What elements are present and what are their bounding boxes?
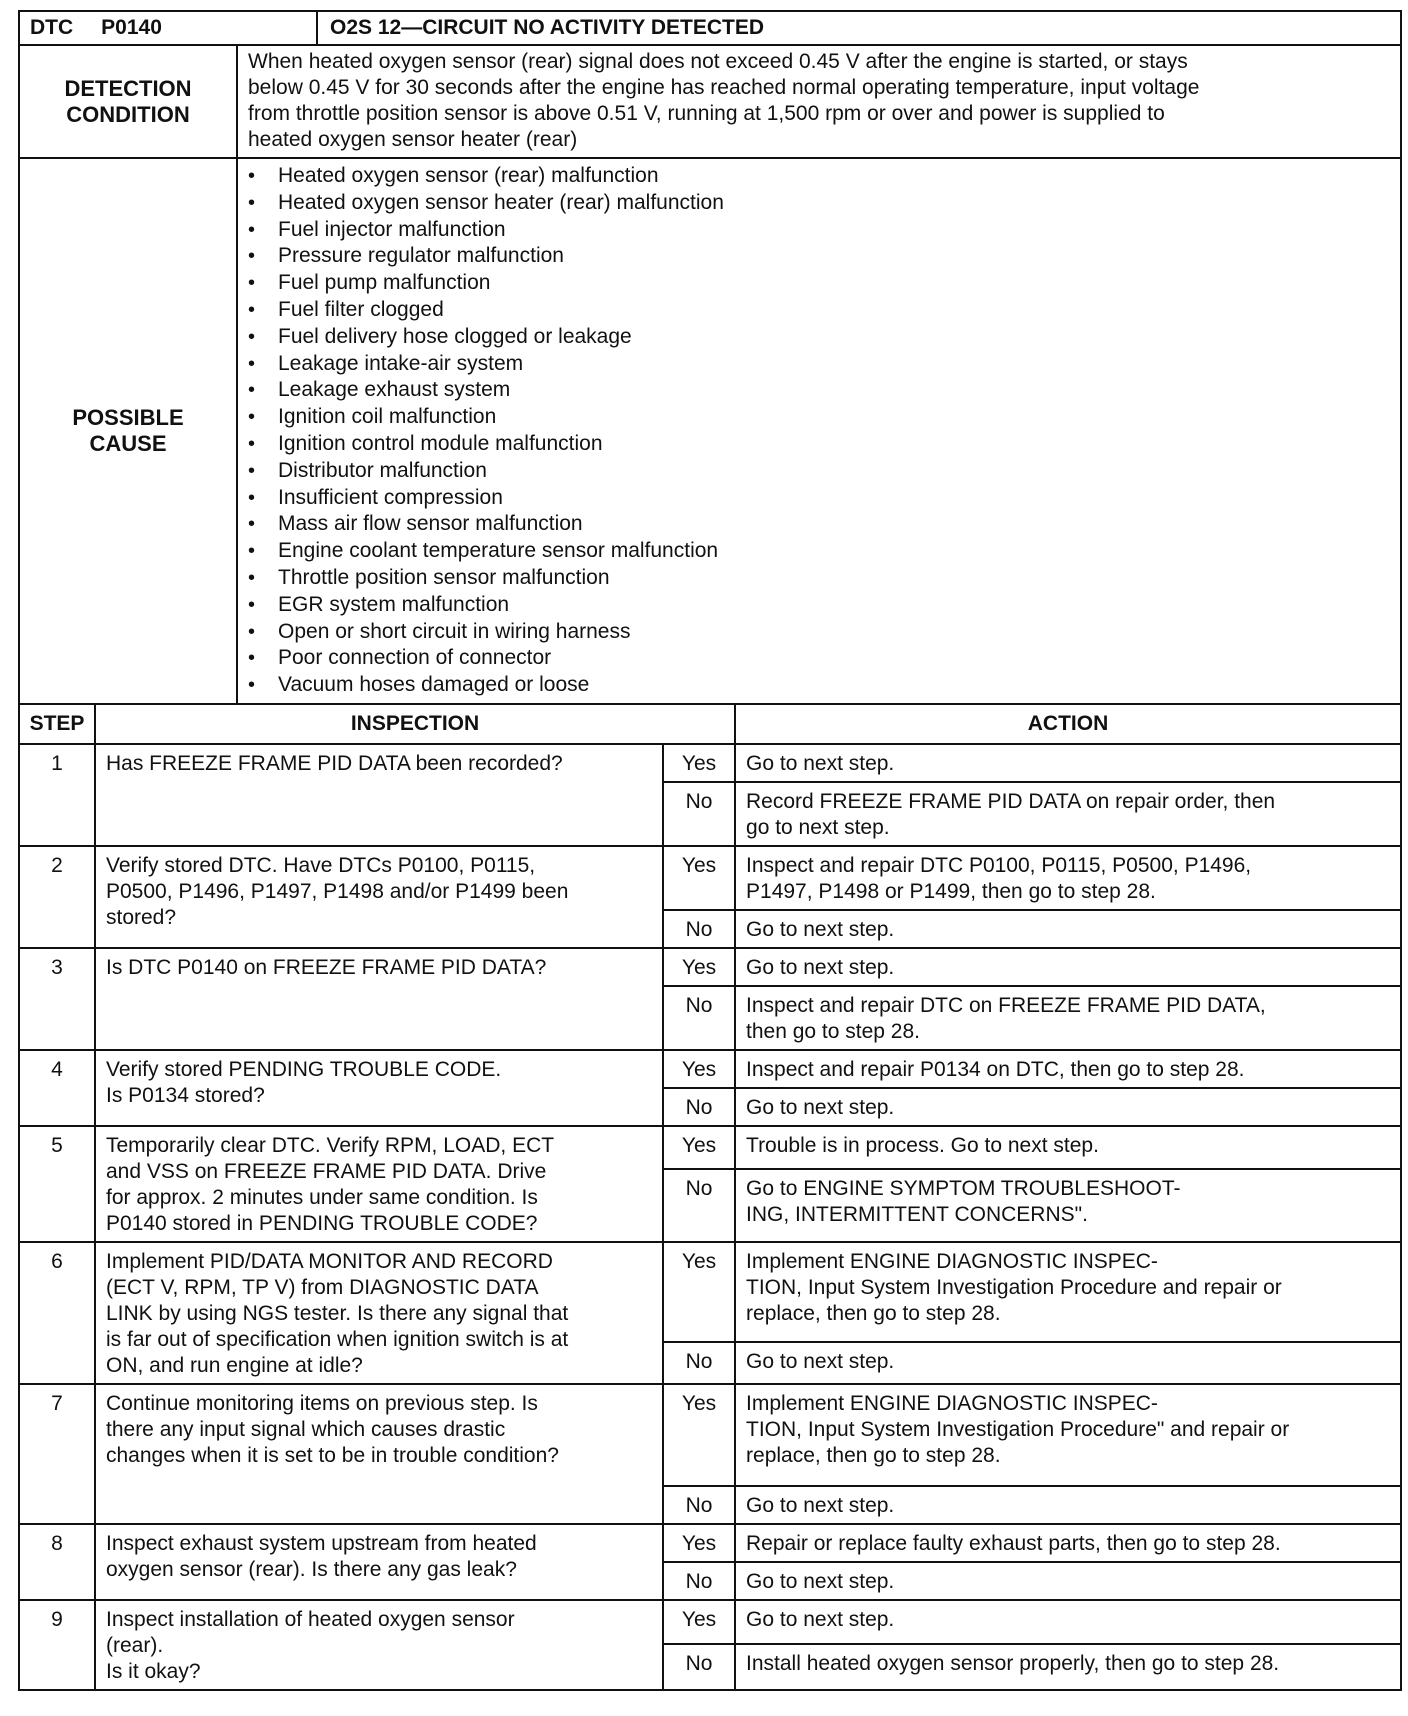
text-line: Inspect and repair DTC on FREEZE FRAME PID DATA, — [746, 993, 1266, 1017]
yes-action — [735, 744, 1401, 782]
step-row — [19, 1524, 1401, 1562]
step-row — [19, 948, 1401, 986]
yes-label: Yes — [663, 1050, 735, 1088]
detection-condition-row — [19, 45, 1401, 158]
step-inspection — [95, 948, 663, 1050]
text-line: Record FREEZE FRAME PID DATA on repair order, then — [746, 789, 1276, 813]
possible-cause-item: • Fuel pump malfunction — [248, 270, 1392, 297]
text-line: TION, Input System Investigation Procedure and repair or — [746, 1275, 1282, 1299]
no-label: No — [663, 1562, 735, 1600]
step-row — [19, 1242, 1401, 1342]
no-action — [735, 910, 1401, 948]
no-action — [735, 986, 1401, 1050]
text-line: TION, Input System Investigation Procedure" and repair or — [746, 1417, 1290, 1441]
possible-cause-item: • Throttle position sensor malfunction — [248, 565, 1392, 592]
possible-cause-row — [19, 158, 1401, 704]
text-line: Continue monitoring items on previous step. Is — [106, 1391, 538, 1415]
no-label: No — [663, 1169, 735, 1242]
text-line: Go to next step. — [746, 1095, 895, 1119]
text-line: P0500, P1496, P1497, P1498 and/or P1499 been — [106, 879, 569, 903]
step-inspection — [95, 1126, 663, 1242]
text-line: Inspect installation of heated oxygen sensor — [106, 1607, 515, 1631]
yes-action — [735, 1050, 1401, 1088]
no-label: No — [663, 1088, 735, 1126]
step-row — [19, 1600, 1401, 1644]
no-label: No — [663, 1486, 735, 1524]
text-line: Inspect and repair DTC P0100, P0115, P0500, P1496, — [746, 853, 1252, 877]
no-action — [735, 1169, 1401, 1242]
no-label: No — [663, 782, 735, 846]
step-column-header: STEP — [19, 704, 95, 744]
text-line: there any input signal which causes drastic — [106, 1417, 506, 1441]
text-line: Verify stored PENDING TROUBLE CODE. — [106, 1057, 502, 1081]
dtc-header-row — [19, 11, 1401, 45]
diagnostic-document — [18, 10, 1402, 1691]
possible-cause-item: • Heated oxygen sensor heater (rear) malfunction — [248, 190, 1392, 217]
text-line: Go to next step. — [746, 1493, 895, 1517]
text-line: (ECT V, RPM, TP V) from DIAGNOSTIC DATA — [106, 1275, 539, 1299]
steps-header-row — [19, 704, 1401, 744]
text-line: ON, and run engine at idle? — [106, 1353, 363, 1377]
possible-cause-item: • Leakage exhaust system — [248, 377, 1392, 404]
text-line: Install heated oxygen sensor properly, then go to step 28. — [746, 1651, 1280, 1675]
text-line: P0140 stored in PENDING TROUBLE CODE? — [106, 1211, 538, 1235]
step-inspection — [95, 744, 663, 846]
no-label: No — [663, 1644, 735, 1690]
no-action — [735, 1342, 1401, 1384]
text-line: oxygen sensor (rear). Is there any gas leak? — [106, 1557, 517, 1581]
possible-cause-item: • Poor connection of connector — [248, 645, 1392, 672]
step-number: 9 — [19, 1600, 95, 1690]
text-line: Go to ENGINE SYMPTOM TROUBLESHOOT- — [746, 1177, 1181, 1201]
text-line: Repair or replace faulty exhaust parts, then go to step 28. — [746, 1531, 1281, 1555]
step-inspection — [95, 1384, 663, 1524]
no-action — [735, 1562, 1401, 1600]
possible-cause-label: POSSIBLE CAUSE — [19, 158, 237, 704]
no-label: No — [663, 986, 735, 1050]
step-row — [19, 846, 1401, 910]
text-line: Inspect and repair P0134 on DTC, then go to step 28. — [746, 1057, 1245, 1081]
step-number: 7 — [19, 1384, 95, 1524]
text-line: Go to next step. — [746, 1569, 895, 1593]
dtc-code: P0140 — [101, 16, 162, 39]
text-line: Go to next step. — [746, 1350, 895, 1374]
step-row — [19, 1126, 1401, 1169]
possible-cause-item: • Ignition control module malfunction — [248, 431, 1392, 458]
yes-action — [735, 1126, 1401, 1169]
text-line: go to next step. — [746, 815, 890, 839]
text-line: Go to next step. — [746, 1607, 895, 1631]
possible-cause-item: • Fuel filter clogged — [248, 297, 1392, 324]
text-line: Is DTC P0140 on FREEZE FRAME PID DATA? — [106, 955, 547, 979]
yes-label: Yes — [663, 1242, 735, 1342]
step-row — [19, 1384, 1401, 1486]
text-line: then go to step 28. — [746, 1019, 920, 1043]
step-inspection — [95, 846, 663, 948]
step-inspection — [95, 1600, 663, 1690]
troubleshooting-steps-table — [18, 703, 1402, 1691]
step-number: 8 — [19, 1524, 95, 1600]
possible-cause-item: • Leakage intake-air system — [248, 351, 1392, 378]
step-row — [19, 744, 1401, 782]
text-line: is far out of specification when ignition switch is at — [106, 1327, 569, 1351]
text-line: Go to next step. — [746, 955, 895, 979]
text-line: Implement PID/DATA MONITOR AND RECORD — [106, 1249, 553, 1273]
no-action — [735, 1644, 1401, 1690]
possible-cause-item: • Pressure regulator malfunction — [248, 243, 1392, 270]
yes-action — [735, 846, 1401, 910]
text-line: Go to next step. — [746, 917, 895, 941]
no-action — [735, 1486, 1401, 1524]
text-line: from throttle position sensor is above 0.51 V, running at 1,500 rpm or over and power is supplied to — [248, 102, 1165, 125]
step-inspection — [95, 1524, 663, 1600]
possible-cause-item: • Insufficient compression — [248, 485, 1392, 512]
yes-action — [735, 1242, 1401, 1342]
text-line: heated oxygen sensor heater (rear) — [248, 128, 578, 151]
yes-action — [735, 1384, 1401, 1486]
detection-condition-text — [237, 45, 1401, 158]
possible-cause-item: • Ignition coil malfunction — [248, 404, 1392, 431]
text-line: LINK by using NGS tester. Is there any signal that — [106, 1301, 569, 1325]
text-line: Go to next step. — [746, 751, 895, 775]
possible-cause-item: • Distributor malfunction — [248, 458, 1392, 485]
dtc-code-cell — [19, 11, 317, 45]
text-line: below 0.45 V for 30 seconds after the engine has reached normal operating temperature, input voltage — [248, 76, 1200, 99]
text-line: for approx. 2 minutes under same condition. Is — [106, 1185, 538, 1209]
text-line: changes when it is set to be in trouble condition? — [106, 1443, 559, 1467]
possible-cause-item: • Engine coolant temperature sensor malfunction — [248, 538, 1392, 565]
text-line: Has FREEZE FRAME PID DATA been recorded? — [106, 751, 563, 775]
text-line: replace, then go to step 28. — [746, 1301, 1001, 1325]
yes-action — [735, 1600, 1401, 1644]
text-line: P1497, P1498 or P1499, then go to step 28. — [746, 879, 1156, 903]
text-line: (rear). — [106, 1633, 164, 1657]
dtc-title: O2S 12—CIRCUIT NO ACTIVITY DETECTED — [317, 11, 1401, 45]
text-line: Implement ENGINE DIAGNOSTIC INSPEC- — [746, 1249, 1158, 1273]
yes-label: Yes — [663, 948, 735, 986]
step-inspection — [95, 1242, 663, 1384]
yes-label: Yes — [663, 846, 735, 910]
detection-condition-label: DETECTION CONDITION — [19, 45, 237, 158]
text-line: Is P0134 stored? — [106, 1083, 265, 1107]
dtc-info-table — [18, 10, 1402, 705]
yes-action — [735, 1524, 1401, 1562]
possible-cause-item: • Heated oxygen sensor (rear) malfunction — [248, 163, 1392, 190]
no-label: No — [663, 910, 735, 948]
step-number: 6 — [19, 1242, 95, 1384]
yes-label: Yes — [663, 1384, 735, 1486]
text-line: Is it okay? — [106, 1659, 201, 1683]
text-line: stored? — [106, 905, 177, 929]
text-line: Verify stored DTC. Have DTCs P0100, P0115, — [106, 853, 536, 877]
text-line: Temporarily clear DTC. Verify RPM, LOAD, ECT — [106, 1133, 555, 1157]
step-number: 3 — [19, 948, 95, 1050]
text-line: and VSS on FREEZE FRAME PID DATA. Drive — [106, 1159, 547, 1183]
possible-cause-item: • Vacuum hoses damaged or loose — [248, 672, 1392, 699]
possible-cause-list-cell — [237, 158, 1401, 704]
yes-label: Yes — [663, 1524, 735, 1562]
action-column-header: ACTION — [735, 704, 1401, 744]
text-line: replace, then go to step 28. — [746, 1443, 1001, 1467]
no-action — [735, 782, 1401, 846]
text-line: When heated oxygen sensor (rear) signal does not exceed 0.45 V after the engine is started, or stays — [248, 50, 1188, 73]
possible-cause-item: • Open or short circuit in wiring harness — [248, 619, 1392, 646]
step-number: 1 — [19, 744, 95, 846]
text-line: Implement ENGINE DIAGNOSTIC INSPEC- — [746, 1391, 1158, 1415]
text-line: Inspect exhaust system upstream from heated — [106, 1531, 537, 1555]
yes-label: Yes — [663, 1126, 735, 1169]
dtc-label: DTC — [30, 16, 74, 39]
yes-label: Yes — [663, 744, 735, 782]
inspection-column-header: INSPECTION — [95, 704, 735, 744]
step-number: 2 — [19, 846, 95, 948]
step-row — [19, 1050, 1401, 1088]
no-action — [735, 1088, 1401, 1126]
step-number: 5 — [19, 1126, 95, 1242]
no-label: No — [663, 1342, 735, 1384]
possible-cause-item: • Fuel injector malfunction — [248, 217, 1392, 244]
possible-cause-list — [238, 159, 1400, 703]
yes-label: Yes — [663, 1600, 735, 1644]
possible-cause-item: • Fuel delivery hose clogged or leakage — [248, 324, 1392, 351]
step-inspection — [95, 1050, 663, 1126]
step-number: 4 — [19, 1050, 95, 1126]
text-line: ING, INTERMITTENT CONCERNS". — [746, 1203, 1088, 1227]
possible-cause-item: • Mass air flow sensor malfunction — [248, 511, 1392, 538]
yes-action — [735, 948, 1401, 986]
possible-cause-item: • EGR system malfunction — [248, 592, 1392, 619]
text-line: Trouble is in process. Go to next step. — [746, 1133, 1099, 1157]
